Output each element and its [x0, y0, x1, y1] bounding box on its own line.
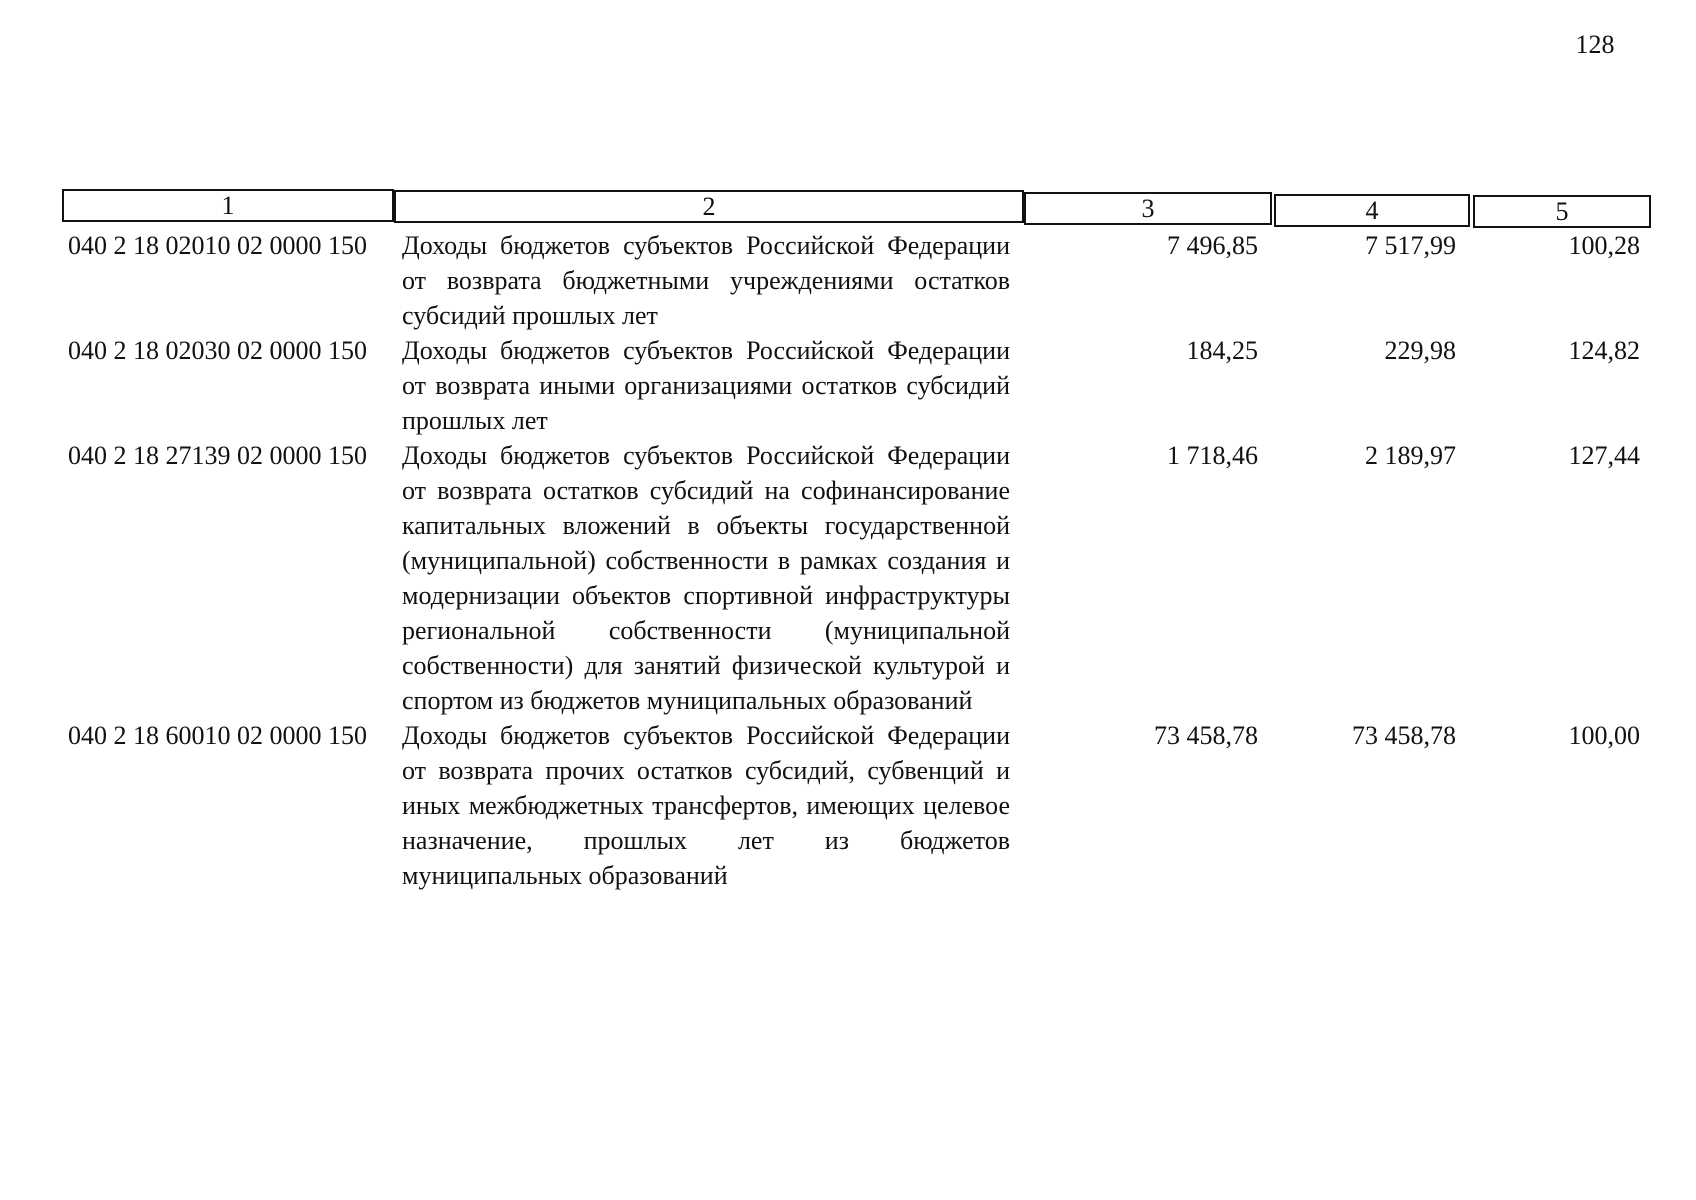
table-row [62, 228, 1652, 333]
table-row [62, 718, 1652, 893]
header-col-2: 2 [394, 190, 1024, 223]
row-value-col4: 73 458,78 [1352, 721, 1456, 750]
row-value-col5: 100,00 [1568, 721, 1640, 750]
row-value-col4: 2 189,97 [1365, 441, 1456, 470]
row-code: 040 2 18 02010 02 0000 150 [68, 231, 367, 260]
row-value-col3: 73 458,78 [1154, 721, 1258, 750]
row-description: Доходы бюджетов субъектов Российской Федерации от возврата остатков субсидий на софинансирование капитальных вложений в объекты государственной (муниципальной) собственности в рамках создания и модернизации объектов спортивной инфраструктуры региональной собственности (муниципальной собственности) для занятий физической культурой и спортом из бюджетов муниципальных образований [402, 441, 1010, 715]
row-code: 040 2 18 02030 02 0000 150 [68, 336, 367, 365]
row-description: Доходы бюджетов субъектов Российской Федерации от возврата прочих остатков субсидий, субвенций и иных межбюджетных трансфертов, имеющих целевое назначение, прошлых лет из бюджетов муниципальных образований [402, 721, 1010, 890]
row-value-col5: 127,44 [1568, 441, 1640, 470]
row-value-col3: 7 496,85 [1167, 231, 1258, 260]
row-value-col3: 1 718,46 [1167, 441, 1258, 470]
header-col-3: 3 [1024, 192, 1272, 225]
row-code: 040 2 18 60010 02 0000 150 [68, 721, 367, 750]
row-description: Доходы бюджетов субъектов Российской Федерации от возврата бюджетными учреждениями остатков субсидий прошлых лет [402, 231, 1010, 330]
table-row [62, 333, 1652, 438]
row-code: 040 2 18 27139 02 0000 150 [68, 441, 367, 470]
row-value-col5: 124,82 [1568, 336, 1640, 365]
header-col-1: 1 [62, 189, 394, 222]
row-description: Доходы бюджетов субъектов Российской Федерации от возврата иными организациями остатков субсидий прошлых лет [402, 336, 1010, 435]
row-value-col4: 7 517,99 [1365, 231, 1456, 260]
row-value-col4: 229,98 [1384, 336, 1456, 365]
header-col-5: 5 [1473, 195, 1651, 228]
row-value-col5: 100,28 [1568, 231, 1640, 260]
row-value-col3: 184,25 [1186, 336, 1258, 365]
table-row [62, 438, 1652, 718]
header-col-4: 4 [1274, 194, 1470, 227]
page-number: 128 [1575, 30, 1615, 59]
table-body [62, 228, 1652, 893]
